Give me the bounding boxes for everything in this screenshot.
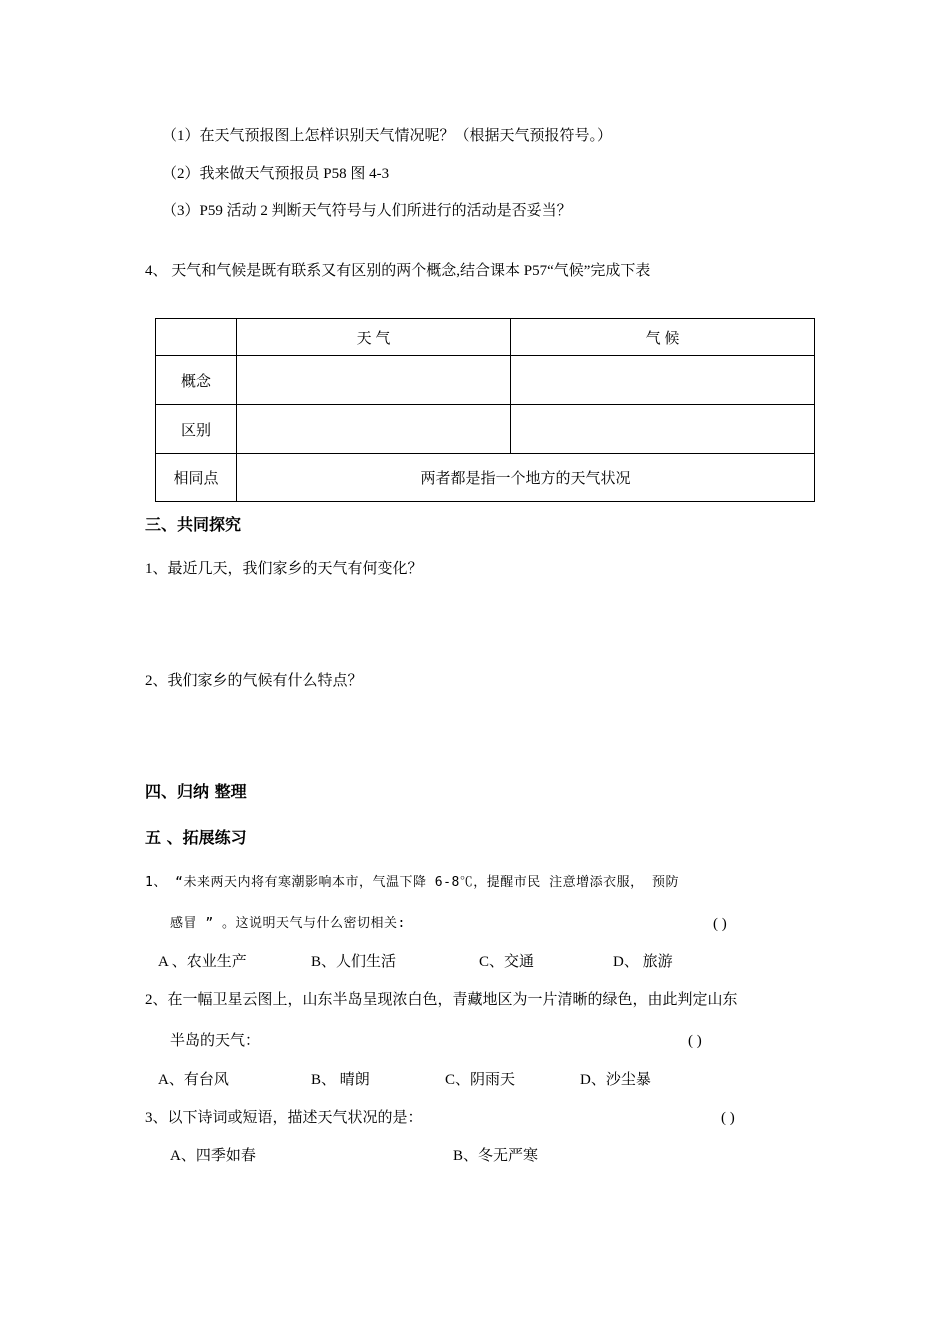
section-3-title: 三、共同探究 <box>145 515 242 534</box>
cell-difference-climate <box>511 405 815 454</box>
row-label-same: 相同点 <box>156 454 237 502</box>
exercise-2-option-d: D、沙尘暴 <box>580 1072 651 1088</box>
exercise-3-answer-paren: ( ) <box>721 1110 735 1126</box>
row-label-concept: 概念 <box>156 356 237 405</box>
table-header-row <box>156 319 815 356</box>
section-4-title: 四、归纳 整理 <box>145 782 247 801</box>
table-row-difference <box>156 405 815 454</box>
header-weather: 天 气 <box>237 319 511 356</box>
exercise-1-line-2: 感冒 ” 。这说明天气与什么密切相关: <box>170 916 406 931</box>
exercise-3-line-1: 3、以下诗词或短语，描述天气状况的是： <box>145 1110 423 1126</box>
exercise-3-option-b: B、冬无严寒 <box>453 1148 539 1164</box>
exercise-2-option-c: C、阴雨天 <box>445 1072 516 1088</box>
table-row-same <box>156 454 815 502</box>
exercise-1-option-c: C、交通 <box>479 954 535 970</box>
section-3-question-1: 1、最近几天，我们家乡的天气有何变化？ <box>145 561 423 577</box>
sub-question-1: （1）在天气预报图上怎样识别天气情况呢？（根据天气预报符号。） <box>162 128 613 144</box>
exercise-2-option-a: A、有台风 <box>158 1072 229 1088</box>
cell-difference-weather <box>237 405 511 454</box>
section-5-title: 五 、拓展练习 <box>145 828 247 847</box>
exercise-2-option-b: B、 晴朗 <box>311 1072 370 1088</box>
header-climate: 气 候 <box>511 319 815 356</box>
sub-question-2: （2）我来做天气预报员 P58 图 4-3 <box>162 166 390 182</box>
question-4: 4、 天气和气候是既有联系又有区别的两个概念,结合课本 P57“气候”完成下表 <box>145 263 651 279</box>
exercise-1-answer-paren: ( ) <box>713 916 727 932</box>
sub-question-3: （3）P59 活动 2 判断天气符号与人们所进行的活动是否妥当？ <box>162 203 572 219</box>
section-3-question-2: 2、我们家乡的气候有什么特点？ <box>145 673 363 689</box>
exercise-2-answer-paren: ( ) <box>688 1033 702 1049</box>
exercise-1-option-d: D、 旅游 <box>613 954 673 970</box>
exercise-1-option-a: A 、农业生产 <box>158 954 247 970</box>
exercise-2-line-1: 2、在一幅卫星云图上，山东半岛呈现浓白色，青藏地区为一片清晰的绿色，由此判定山东 <box>145 992 738 1008</box>
row-label-difference: 区别 <box>156 405 237 454</box>
weather-climate-table <box>155 318 815 502</box>
table-corner-cell <box>156 319 237 356</box>
cell-concept-weather <box>237 356 511 405</box>
exercise-1-option-b: B、人们生活 <box>311 954 397 970</box>
exercise-1-line-1: 1、 “未来两天内将有寒潮影响本市，气温下降 6-8℃，提醒市民 注意增添衣服， 预防 <box>145 875 679 890</box>
cell-same-text: 两者都是指一个地方的天气状况 <box>237 454 815 502</box>
exercise-2-line-2: 半岛的天气： <box>170 1033 261 1049</box>
exercise-3-option-a: A、四季如春 <box>170 1148 256 1164</box>
table-row-concept <box>156 356 815 405</box>
cell-concept-climate <box>511 356 815 405</box>
